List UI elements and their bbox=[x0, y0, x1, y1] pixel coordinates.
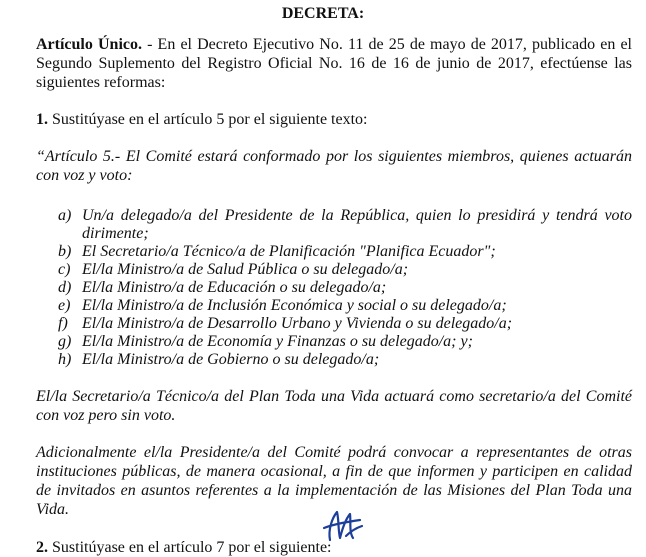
list-item-text: El/la Ministro/a de Desarrollo Urbano y Vivienda o su delegado/a; bbox=[82, 315, 513, 332]
additional-paragraph: Adicionalmente el/la Presidente/a del Comité podrá convocar a representantes de otras instituciones públicas, de manera ocasional, a fin de que informen y participen en calidad de invitados en asuntos referentes a la implementación de las Misiones del Plan Toda una Vida. bbox=[36, 444, 632, 518]
list-item-letter: h) bbox=[58, 351, 72, 368]
list-item-text: El/la Ministro/a de Educación o su delegado/a; bbox=[82, 279, 387, 296]
list-item bbox=[58, 243, 632, 261]
list-item-text: El/la Ministro/a de Economía y Finanzas o su delegado/a; y; bbox=[82, 333, 473, 350]
article-paragraph bbox=[36, 35, 632, 92]
list-item bbox=[58, 297, 632, 315]
list-item-letter: e) bbox=[58, 297, 71, 314]
article-text: - En el Decreto Ejecutivo No. 11 de 25 de mayo de 2017, publicado en el Segundo Suplemento del Registro Oficial No. 16 de 16 de junio de 2017, efectúense las siguientes reformas: bbox=[36, 36, 633, 91]
list-item-letter: b) bbox=[58, 243, 72, 260]
list-item-text: El/la Ministro/a de Gobierno o su delegado/a; bbox=[82, 351, 380, 368]
list-item bbox=[58, 315, 632, 333]
decree-heading: DECRETA: bbox=[281, 5, 365, 22]
list-item-text: El/la Ministro/a de Inclusión Económica y social o su delegado/a; bbox=[82, 297, 507, 314]
reform-item-2-text: Sustitúyase en el artículo 7 por el siguiente: bbox=[48, 539, 332, 556]
reform-item-1-text: Sustitúyase en el artículo 5 por el siguiente texto: bbox=[48, 111, 368, 128]
list-item-letter: f) bbox=[58, 315, 68, 332]
list-item-text: Un/a delegado/a del Presidente de la República, quien lo presidirá y tendrá voto dirimente; bbox=[82, 207, 632, 242]
list-item bbox=[58, 279, 632, 297]
list-item bbox=[58, 261, 632, 279]
signature-mark bbox=[320, 506, 364, 544]
list-item-text: El/la Ministro/a de Salud Pública o su delegado/a; bbox=[82, 261, 409, 278]
reform-item-1-number: 1. bbox=[36, 111, 48, 128]
list-item bbox=[58, 351, 632, 369]
article-label: Artículo Único. bbox=[36, 36, 142, 53]
list-item-text: El Secretario/a Técnico/a de Planificación "Planifica Ecuador"; bbox=[82, 243, 496, 260]
list-item-letter: d) bbox=[58, 279, 72, 296]
list-item-letter: g) bbox=[58, 333, 72, 350]
article-5-intro: “Artículo 5.- El Comité estará conformado por los siguientes miembros, quienes actuarán con voz y voto: bbox=[36, 148, 632, 184]
list-item bbox=[58, 333, 632, 351]
list-item-letter: c) bbox=[58, 261, 71, 278]
list-item bbox=[58, 207, 632, 243]
reform-item-1 bbox=[36, 110, 632, 129]
secretary-paragraph: El/la Secretario/a Técnico/a del Plan Toda una Vida actuará como secretario/a del Comité con voz pero sin voto. bbox=[36, 388, 632, 424]
list-item-letter: a) bbox=[58, 207, 72, 224]
committee-members-list bbox=[36, 207, 632, 369]
reform-item-2-number: 2. bbox=[36, 539, 48, 556]
